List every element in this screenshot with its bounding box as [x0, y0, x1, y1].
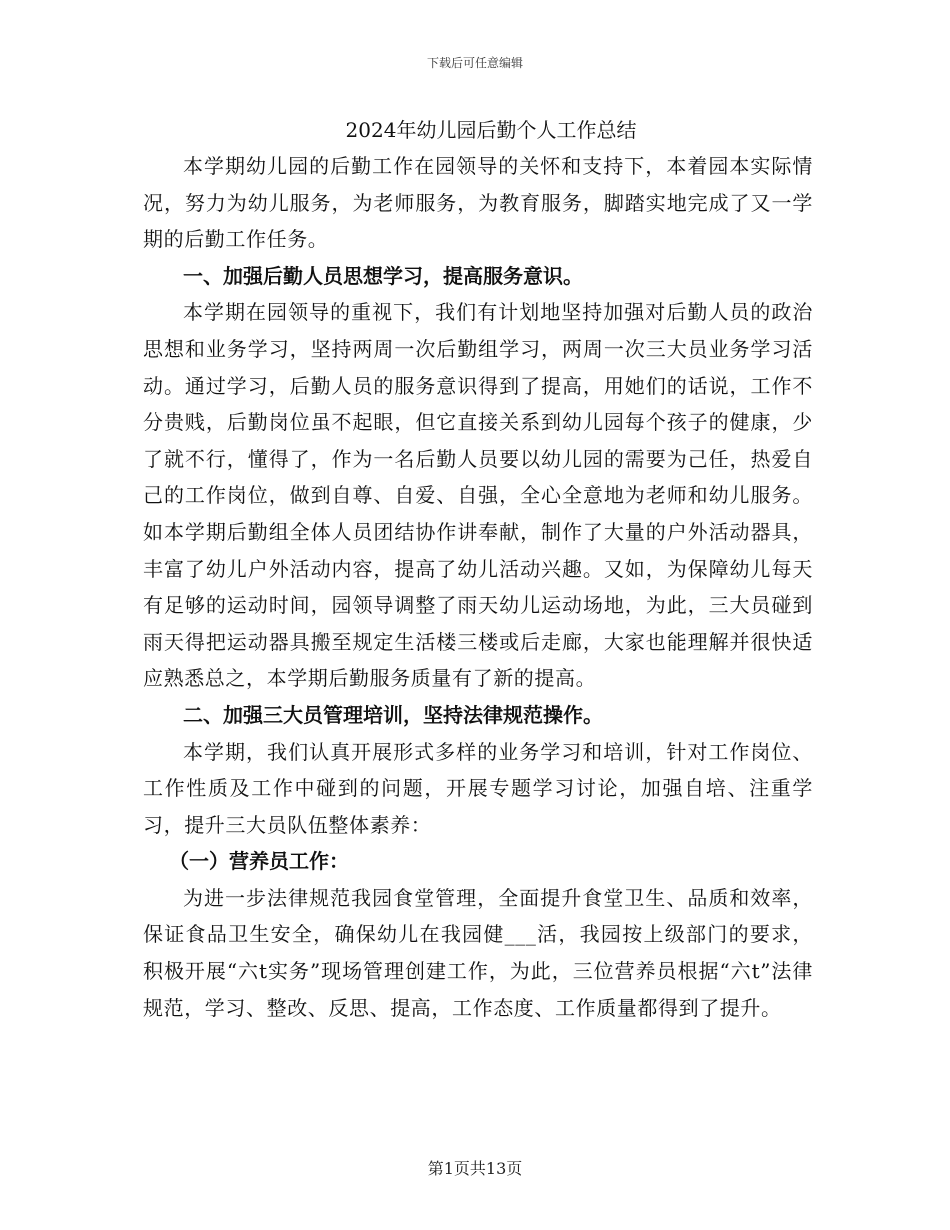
subsection-1-heading: （一）营养员工作： [169, 849, 349, 874]
intro-paragraph: 本学期幼儿园的后勤工作在园领导的关怀和支持下，本着园本实际情况，努力为幼儿服务，为老师服务，为教育服务，脚踏实地完成了又一学期的后勤工作任务。 [143, 154, 813, 252]
document-title: 2024年幼儿园后勤个人工作总结 [345, 118, 637, 142]
section-1-paragraph: 本学期在园领导的重视下，我们有计划地坚持加强对后勤人员的政治思想和业务学习，坚持两周一次后勤组学习，两周一次三大员业务学习活动。通过学习，后勤人员的服务意识得到了提高，用她们的话说，工作不分贵贱，后勤岗位虽不起眼，但它直接关系到幼儿园每个孩子的健康，少了就不行，懂得了，作为一名后勤人员要以幼儿园的需要为己任，热爱自己的工作岗位，做到自尊、自爱、自强，全心全意地为老师和幼儿服务。如本学期后勤组全体人员团结协作讲奉献，制作了大量的户外活动器具，丰富了幼儿户外活动内容，提高了幼儿活动兴趣。又如，为保障幼儿每天有足够的运动时间，园领导调整了雨天幼儿运动场地，为此，三大员碰到雨天得把运动器具搬至规定生活楼三楼或后走廊，大家也能理解并很快适应熟悉总之，本学期后勤服务质量有了新的提高。 [143, 300, 813, 691]
document-body [143, 112, 813, 1026]
section-2-paragraph: 本学期，我们认真开展形式多样的业务学习和培训，针对工作岗位、工作性质及工作中碰到的问题，开展专题学习讨论，加强自培、注重学习，提升三大员队伍整体素养： [143, 739, 813, 837]
section-2-heading: 二、加强三大员管理培训，坚持法律规范操作。 [183, 702, 603, 727]
header-note: 下载后可任意编辑 [426, 56, 523, 70]
page-number-footer: 第1页共13页 [427, 1159, 523, 1178]
subsection-1-paragraph: 为进一步法律规范我园食堂管理，全面提升食堂卫生、品质和效率，保证食品卫生安全，确保幼儿在我园健___活，我园按上级部门的要求，积极开展“六t实务”现场管理创建工作，为此，三位营养员根据“六t”法律规范，学习、整改、反思、提高，工作态度、工作质量都得到了提升。 [143, 885, 813, 1020]
section-1-heading: 一、加强后勤人员思想学习，提高服务意识。 [183, 263, 583, 288]
